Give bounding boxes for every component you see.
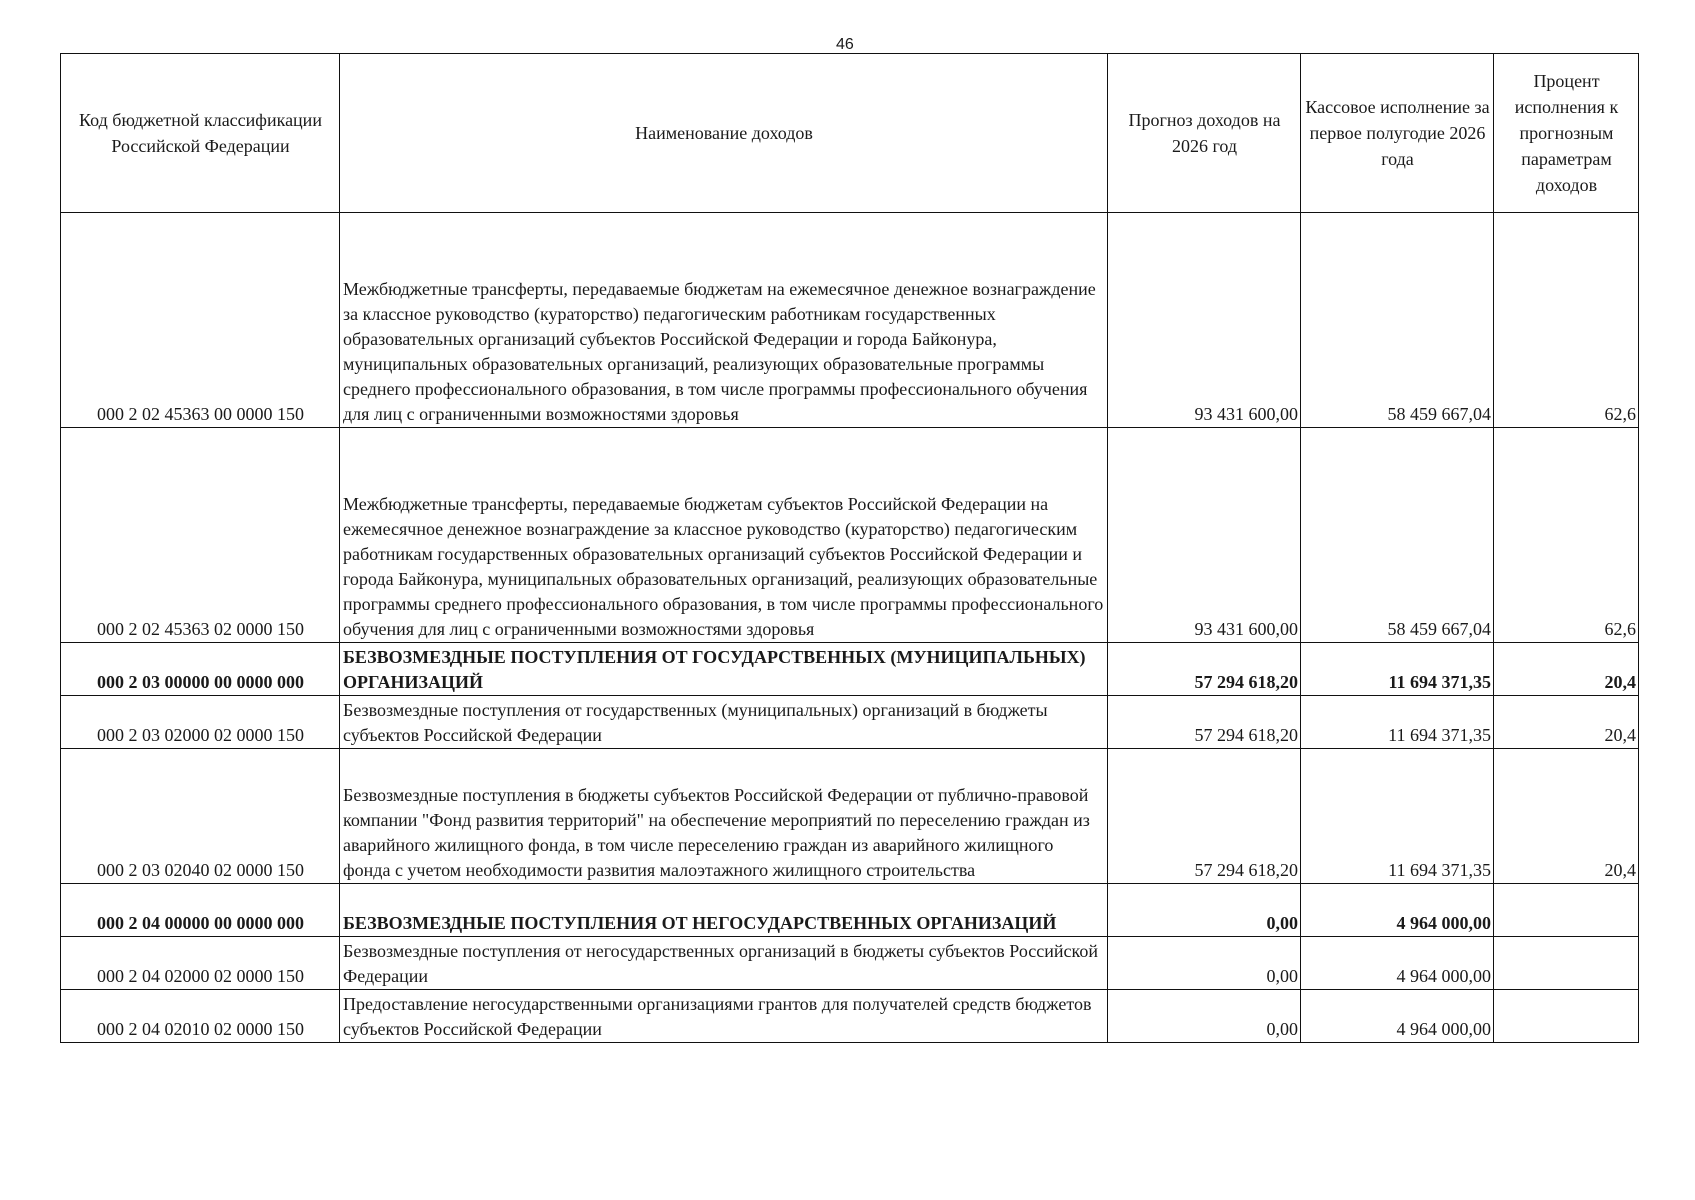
row-name: БЕЗВОЗМЕЗДНЫЕ ПОСТУПЛЕНИЯ ОТ НЕГОСУДАРСТВЕННЫХ ОРГАНИЗАЦИЙ [340, 884, 1108, 937]
table-row [61, 937, 1639, 990]
row-name: Межбюджетные трансферты, передаваемые бюджетам субъектов Российской Федерации на ежемесячное денежное вознаграждение за классное руководство (кураторство) педагогическим работникам государственных образовательных организаций субъектов Российской Федерации и города Байконура, муниципальных образовательных организаций, реализующих образовательные программы среднего профессионального образования, в том числе программы профессионального обучения для лиц с ограниченными возможностями здоровья [340, 428, 1108, 643]
row-forecast: 0,00 [1108, 990, 1301, 1043]
table-header-row [61, 54, 1639, 213]
row-execution: 11 694 371,35 [1301, 643, 1494, 696]
row-percent [1494, 990, 1639, 1043]
row-forecast: 57 294 618,20 [1108, 643, 1301, 696]
row-code: 000 2 04 02010 02 0000 150 [61, 990, 340, 1043]
row-percent: 62,6 [1494, 213, 1639, 428]
table-row [61, 213, 1639, 428]
row-execution: 4 964 000,00 [1301, 937, 1494, 990]
table-row [61, 990, 1639, 1043]
row-execution: 58 459 667,04 [1301, 213, 1494, 428]
row-execution: 4 964 000,00 [1301, 990, 1494, 1043]
row-code: 000 2 03 00000 00 0000 000 [61, 643, 340, 696]
row-name: Межбюджетные трансферты, передаваемые бюджетам на ежемесячное денежное вознаграждение за классное руководство (кураторство) педагогическим работникам государственных образовательных организаций субъектов Российской Федерации и города Байконура, муниципальных образовательных организаций, реализующих образовательные программы среднего профессионального образования, в том числе программы профессионального обучения для лиц с ограниченными возможностями здоровья [340, 213, 1108, 428]
row-forecast: 93 431 600,00 [1108, 428, 1301, 643]
row-code: 000 2 02 45363 00 0000 150 [61, 213, 340, 428]
row-execution: 11 694 371,35 [1301, 696, 1494, 749]
header-forecast: Прогноз доходов на 2026 год [1108, 54, 1301, 213]
table-row [61, 884, 1639, 937]
row-forecast: 0,00 [1108, 884, 1301, 937]
header-name: Наименование доходов [340, 54, 1108, 213]
row-percent: 20,4 [1494, 696, 1639, 749]
row-code: 000 2 04 02000 02 0000 150 [61, 937, 340, 990]
row-execution: 58 459 667,04 [1301, 428, 1494, 643]
row-code: 000 2 04 00000 00 0000 000 [61, 884, 340, 937]
table-row [61, 428, 1639, 643]
table-row [61, 643, 1639, 696]
row-percent: 62,6 [1494, 428, 1639, 643]
row-execution: 11 694 371,35 [1301, 749, 1494, 884]
row-name: БЕЗВОЗМЕЗДНЫЕ ПОСТУПЛЕНИЯ ОТ ГОСУДАРСТВЕННЫХ (МУНИЦИПАЛЬНЫХ) ОРГАНИЗАЦИЙ [340, 643, 1108, 696]
header-percent: Процент исполнения к прогнозным параметрам доходов [1494, 54, 1639, 213]
row-code: 000 2 03 02040 02 0000 150 [61, 749, 340, 884]
row-percent [1494, 884, 1639, 937]
row-name: Безвозмездные поступления от государственных (муниципальных) организаций в бюджеты субъектов Российской Федерации [340, 696, 1108, 749]
row-execution: 4 964 000,00 [1301, 884, 1494, 937]
income-table [60, 53, 1639, 1043]
row-percent: 20,4 [1494, 643, 1639, 696]
row-forecast: 57 294 618,20 [1108, 749, 1301, 884]
row-name: Безвозмездные поступления в бюджеты субъектов Российской Федерации от публично-правовой компании "Фонд развития территорий" на обеспечение мероприятий по переселению граждан из аварийного жилищного фонда, в том числе переселению граждан из аварийного жилищного фонда с учетом необходимости развития малоэтажного жилищного строительства [340, 749, 1108, 884]
row-percent [1494, 937, 1639, 990]
row-forecast: 0,00 [1108, 937, 1301, 990]
row-percent: 20,4 [1494, 749, 1639, 884]
row-forecast: 93 431 600,00 [1108, 213, 1301, 428]
table-row [61, 749, 1639, 884]
row-code: 000 2 03 02000 02 0000 150 [61, 696, 340, 749]
row-code: 000 2 02 45363 02 0000 150 [61, 428, 340, 643]
page-number: 46 [836, 36, 854, 53]
header-execution: Кассовое исполнение за первое полугодие 2026 года [1301, 54, 1494, 213]
row-forecast: 57 294 618,20 [1108, 696, 1301, 749]
header-code: Код бюджетной классификации Российской Федерации [61, 54, 340, 213]
row-name: Предоставление негосударственными организациями грантов для получателей средств бюджетов субъектов Российской Федерации [340, 990, 1108, 1043]
table-row [61, 696, 1639, 749]
row-name: Безвозмездные поступления от негосударственных организаций в бюджеты субъектов Российской Федерации [340, 937, 1108, 990]
